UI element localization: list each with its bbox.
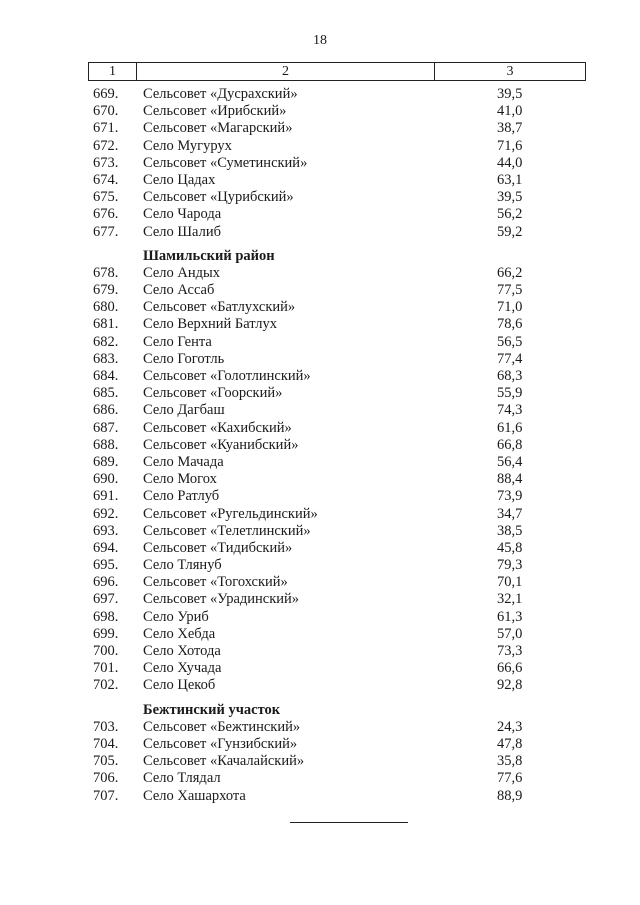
row-name: Село Мачада [143,453,224,470]
row-value: 88,9 [497,787,523,804]
table-row [0,206,640,223]
page-number: 18 [313,33,327,48]
row-name: Сельсовет «Тогохский» [143,574,288,591]
row-name: Село Ратлуб [143,488,220,505]
row-name: Сельсовет «Телетлинский» [143,522,311,539]
row-value: 77,4 [497,350,523,367]
row-number: 681. [93,316,119,333]
row-number: 706. [93,770,119,787]
table-row [0,402,640,419]
row-name: Село Мугурух [143,137,232,154]
row-name: Село Цадах [143,171,216,188]
table-header [88,62,586,81]
row-number: 684. [93,368,119,384]
row-number: 694. [93,539,119,556]
row-number: 690. [93,471,119,488]
row-name: Сельсовет «Магарский» [143,120,293,137]
table-body [0,86,640,805]
row-number: 674. [93,171,119,188]
row-name: Сельсовет «Кахибский» [143,419,292,436]
table-row [0,120,640,137]
table-row [0,660,640,677]
row-name: Село Шалиб [143,223,221,240]
row-number: 705. [93,753,119,770]
row-name: Село Хашархота [143,787,246,804]
row-name: Сельсовет «Суметинский» [143,154,308,171]
table-row [0,488,640,505]
row-number: 671. [93,120,119,137]
row-value: 39,5 [497,189,523,206]
row-number: 702. [93,677,119,694]
row-value: 41,0 [497,103,523,120]
table-row [0,770,640,787]
row-value: 88,4 [497,471,523,488]
table-row [0,351,640,368]
table-row [0,719,640,736]
row-name: Сельсовет «Бежтинский» [143,718,301,735]
table-row [0,753,640,770]
row-number: 672. [93,137,119,154]
row-value: 44,0 [497,154,523,171]
row-name: Сельсовет «Батлухский» [143,299,296,316]
row-number: 692. [93,505,119,522]
row-name: Село Дагбаш [143,402,225,419]
table-row [0,626,640,643]
table-row [0,189,640,206]
table-row [0,138,640,155]
row-name: Село Уриб [143,608,209,625]
row-number: 699. [93,625,119,642]
row-number: 707. [93,787,119,804]
row-number: 688. [93,436,119,453]
row-value: 38,5 [497,522,523,539]
row-name: Сельсовет «Ругельдинский» [143,505,318,522]
table-row [0,506,640,523]
row-value: 73,3 [497,643,523,659]
row-number: 689. [93,453,119,470]
row-number: 678. [93,264,119,281]
row-value: 68,3 [497,368,523,384]
row-name: Сельсовет «Качалайский» [143,753,305,770]
section-title: Шамильский район [143,247,275,264]
row-number: 704. [93,735,119,752]
row-name: Село Чарода [143,206,222,223]
table-row [0,282,640,299]
row-number: 683. [93,350,119,367]
row-value: 59,2 [497,223,523,240]
table-row [0,172,640,189]
row-value: 47,8 [497,735,523,752]
table-row [0,540,640,557]
row-value: 73,9 [497,488,523,505]
row-value: 71,0 [497,299,523,316]
row-number: 670. [93,103,119,120]
row-value: 55,9 [497,385,523,402]
row-name: Сельсовет «Куанибский» [143,436,299,453]
row-name: Село Гента [143,333,212,350]
row-number: 676. [93,206,119,223]
row-name: Сельсовет «Тидибский» [143,539,293,556]
row-name: Село Хучада [143,660,222,677]
row-number: 698. [93,608,119,625]
row-name: Село Гоготль [143,350,225,367]
table-row [0,471,640,488]
row-name: Сельсовет «Дусрахский» [143,86,298,102]
row-name: Село Цекоб [143,677,216,694]
row-name: Сельсовет «Гоорский» [143,385,283,402]
table-row [0,437,640,454]
row-value: 39,5 [497,86,523,102]
table-row [0,316,640,333]
table-row [0,334,640,351]
row-value: 34,7 [497,505,523,522]
table-row [0,155,640,172]
row-value: 61,6 [497,419,523,436]
row-value: 77,6 [497,770,523,787]
row-name: Сельсовет «Урадинский» [143,591,300,608]
row-value: 35,8 [497,753,523,770]
table-row [0,103,640,120]
table-row [0,677,640,694]
table-row [0,557,640,574]
row-value: 79,3 [497,557,523,574]
row-name: Сельсовет «Ирибский» [143,103,287,120]
table-row [0,609,640,626]
row-number: 691. [93,488,119,505]
row-number: 669. [93,86,119,102]
row-value: 66,8 [497,436,523,453]
row-number: 682. [93,333,119,350]
row-name: Сельсовет «Голотлинский» [143,368,311,384]
row-value: 56,2 [497,206,523,223]
row-value: 61,3 [497,608,523,625]
row-name: Село Хотода [143,643,221,659]
row-value: 66,2 [497,264,523,281]
row-number: 697. [93,591,119,608]
row-value: 63,1 [497,171,523,188]
row-number: 700. [93,643,119,659]
row-name: Село Ассаб [143,282,215,299]
section-title: Бежтинский участок [143,701,281,718]
row-value: 38,7 [497,120,523,137]
table-row [0,420,640,437]
row-name: Сельсовет «Цурибский» [143,189,294,206]
row-value: 32,1 [497,591,523,608]
row-number: 673. [93,154,119,171]
footer-divider [290,822,408,823]
header-col-1: 1 [89,63,137,80]
row-number: 679. [93,282,119,299]
row-value: 71,6 [497,137,523,154]
table-row [0,591,640,608]
table-row [0,788,640,805]
header-col-2: 2 [137,63,435,80]
table-row [0,224,640,241]
row-number: 680. [93,299,119,316]
row-value: 70,1 [497,574,523,591]
row-value: 56,5 [497,333,523,350]
table-row [0,265,640,282]
row-number: 675. [93,189,119,206]
table-row [0,385,640,402]
table-row [0,523,640,540]
row-name: Село Тлянуб [143,557,222,574]
row-value: 78,6 [497,316,523,333]
row-number: 686. [93,402,119,419]
table-row [0,368,640,385]
header-col-3: 3 [506,64,514,79]
row-value: 92,8 [497,677,523,694]
row-name: Село Тлядал [143,770,221,787]
row-number: 703. [93,718,119,735]
table-row [0,736,640,753]
section-heading [0,702,640,719]
row-name: Село Хебда [143,625,216,642]
row-number: 693. [93,522,119,539]
row-name: Село Верхний Батлух [143,316,278,333]
section-heading [0,248,640,265]
row-value: 56,4 [497,453,523,470]
row-number: 677. [93,223,119,240]
table-row [0,299,640,316]
table-row [0,574,640,591]
row-value: 66,6 [497,660,523,677]
row-value: 24,3 [497,718,523,735]
table-row [0,86,640,103]
row-number: 696. [93,574,119,591]
row-value: 45,8 [497,539,523,556]
row-value: 77,5 [497,282,523,299]
row-value: 57,0 [497,625,523,642]
row-value: 74,3 [497,402,523,419]
table-row [0,454,640,471]
row-number: 701. [93,660,119,677]
row-number: 685. [93,385,119,402]
row-number: 695. [93,557,119,574]
row-name: Село Андых [143,264,220,281]
row-name: Село Могох [143,471,217,488]
row-name: Сельсовет «Гунзибский» [143,735,298,752]
table-row [0,643,640,660]
row-number: 687. [93,419,119,436]
